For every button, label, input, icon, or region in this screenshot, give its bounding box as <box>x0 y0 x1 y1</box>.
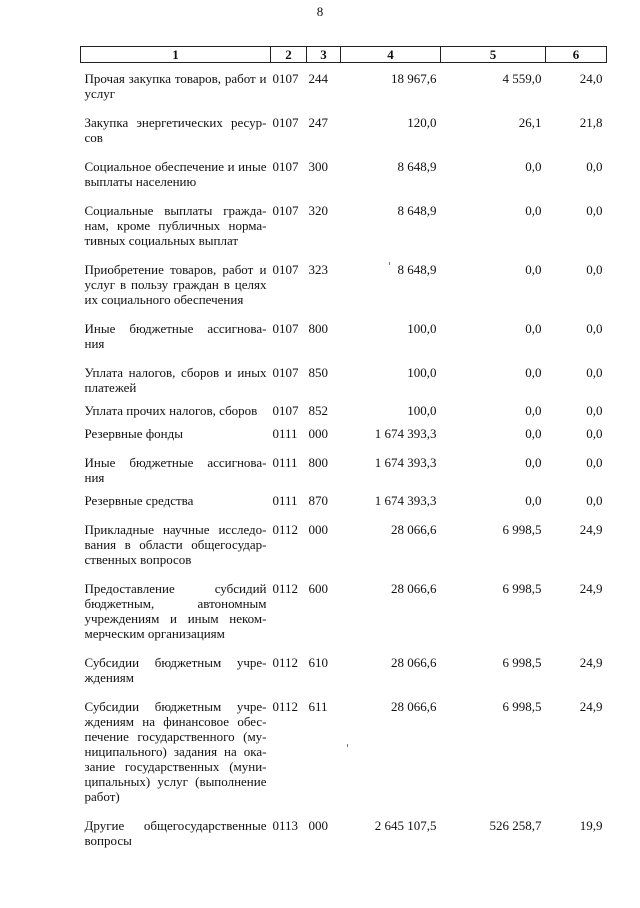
row-fact-value: 0,0 <box>525 493 542 508</box>
row-section-code: 0111 <box>272 426 298 441</box>
row-plan-value: 18 967,6 <box>391 71 437 86</box>
table-row <box>81 818 607 848</box>
row-section-code: 0107 <box>272 403 299 418</box>
row-percent-value: 24,9 <box>579 581 603 596</box>
row-spacer <box>81 485 607 493</box>
header-col-6: 6 <box>546 47 607 63</box>
row-spacer-cell <box>81 567 607 581</box>
row-fact-value: 0,0 <box>525 403 542 418</box>
row-expense-type-code: 247 <box>308 115 328 130</box>
row-plan-value: 28 066,6 <box>391 581 437 596</box>
row-spacer-cell <box>81 395 607 403</box>
budget-table <box>80 46 607 848</box>
row-name: Предоставление субсидий бюджетным, автономным учреждениям и иным неком- мерческим организациям <box>84 581 267 641</box>
row-name: Другие общегосударственные вопросы <box>84 818 267 848</box>
row-expense-type-code: 244 <box>308 71 328 86</box>
row-spacer-cell <box>81 441 607 455</box>
row-plan-value: 1 674 393,3 <box>374 493 437 508</box>
row-expense-type-code: 611 <box>308 699 328 714</box>
row-spacer <box>81 567 607 581</box>
row-spacer <box>81 418 607 426</box>
row-fact-value: 6 998,5 <box>502 522 542 537</box>
row-section-code: 0107 <box>272 71 299 86</box>
table-row <box>81 262 607 307</box>
row-fact-value: 0,0 <box>525 262 542 277</box>
table-row <box>81 493 607 508</box>
row-name: Прочая закупка товаров, работ и услуг <box>84 71 267 101</box>
row-expense-type-code: 850 <box>308 365 328 380</box>
table-row <box>81 71 607 101</box>
row-spacer <box>81 804 607 818</box>
row-name: Уплата налогов, сборов и иных платежей <box>84 365 267 395</box>
row-name: Уплата прочих налогов, сборов <box>84 403 258 418</box>
row-section-code: 0107 <box>272 159 299 174</box>
header-col-5: 5 <box>441 47 546 63</box>
table-body <box>81 63 607 849</box>
row-fact-value: 0,0 <box>525 365 542 380</box>
row-spacer-cell <box>81 508 607 522</box>
row-spacer-cell <box>81 641 607 655</box>
table-row <box>81 365 607 395</box>
row-name: Иные бюджетные ассигнова- ния <box>84 321 267 351</box>
row-section-code: 0107 <box>272 321 299 336</box>
row-plan-value: 28 066,6 <box>391 655 437 670</box>
row-spacer <box>81 441 607 455</box>
row-percent-value: 24,9 <box>579 655 603 670</box>
row-expense-type-code: 800 <box>308 321 328 336</box>
page-number: 8 <box>316 4 324 19</box>
row-plan-value: 28 066,6 <box>391 522 437 537</box>
row-expense-type-code: 300 <box>308 159 328 174</box>
row-plan-value: 2 645 107,5 <box>374 818 437 833</box>
row-spacer <box>81 101 607 115</box>
row-percent-value: 0,0 <box>586 262 603 277</box>
table-row <box>81 699 607 804</box>
row-spacer <box>81 248 607 262</box>
row-percent-value: 21,8 <box>579 115 603 130</box>
row-spacer <box>81 395 607 403</box>
row-spacer <box>81 145 607 159</box>
row-expense-type-code: 320 <box>308 203 328 218</box>
row-spacer <box>81 307 607 321</box>
row-plan-value: 1 674 393,3 <box>374 426 437 441</box>
row-spacer-cell <box>81 101 607 115</box>
row-plan-value: 28 066,6 <box>391 699 437 714</box>
row-percent-value: 19,9 <box>579 818 603 833</box>
row-spacer-cell <box>81 307 607 321</box>
row-name: Социальное обеспечение и иные выплаты населению <box>84 159 267 189</box>
row-section-code: 0112 <box>272 522 299 537</box>
row-plan-value: 120,0 <box>407 115 437 130</box>
table-row <box>81 403 607 418</box>
row-percent-value: 0,0 <box>586 159 603 174</box>
row-spacer-cell <box>81 804 607 818</box>
header-col-1: 1 <box>81 47 271 63</box>
row-percent-value: 24,9 <box>579 699 603 714</box>
row-section-code: 0107 <box>272 115 299 130</box>
row-name: Социальные выплаты гражда- нам, кроме публичных норма- тивных социальных выплат <box>84 203 267 248</box>
row-fact-value: 0,0 <box>525 159 542 174</box>
table-row <box>81 321 607 351</box>
row-spacer <box>81 641 607 655</box>
table-row <box>81 203 607 248</box>
row-expense-type-code: 800 <box>308 455 328 470</box>
table-row <box>81 426 607 441</box>
table-header <box>81 47 607 63</box>
row-plan-value: 8 648,9 <box>397 203 437 218</box>
row-plan-value: 100,0 <box>407 403 437 418</box>
row-expense-type-code: 000 <box>308 522 328 537</box>
row-spacer-cell <box>81 685 607 699</box>
row-fact-value: 6 998,5 <box>502 699 542 714</box>
row-percent-value: 0,0 <box>586 426 603 441</box>
row-expense-type-code: 610 <box>308 655 328 670</box>
row-section-code: 0112 <box>272 581 299 596</box>
row-plan-value: 100,0 <box>407 321 437 336</box>
table-row <box>81 581 607 641</box>
row-plan-value: 1 674 393,3 <box>374 455 437 470</box>
row-percent-value: 0,0 <box>586 321 603 336</box>
row-section-code: 0111 <box>272 493 298 508</box>
row-plan-value: 8 648,9 <box>397 159 437 174</box>
row-spacer-cell <box>81 485 607 493</box>
row-name: Иные бюджетные ассигнова- ния <box>84 455 267 485</box>
row-expense-type-code: 870 <box>308 493 328 508</box>
table-row <box>81 455 607 485</box>
table-row <box>81 522 607 567</box>
row-percent-value: 24,9 <box>579 522 603 537</box>
row-name: Субсидии бюджетным учре- ждениям на финансовое обес- печение государственного (му- ниципального) задания на ока- зание государственных (муни- ципальных) услуг (выполнение работ) <box>84 699 267 804</box>
row-percent-value: 0,0 <box>586 455 603 470</box>
row-fact-value: 6 998,5 <box>502 655 542 670</box>
row-percent-value: 0,0 <box>586 493 603 508</box>
row-name: Субсидии бюджетным учре- ждениям <box>84 655 267 685</box>
row-spacer-cell <box>81 189 607 203</box>
row-fact-value: 0,0 <box>525 426 542 441</box>
row-fact-value: 0,0 <box>525 455 542 470</box>
row-percent-value: 0,0 <box>586 203 603 218</box>
row-section-code: 0107 <box>272 262 299 277</box>
row-expense-type-code: 323 <box>308 262 328 277</box>
row-spacer <box>81 685 607 699</box>
row-fact-value: 0,0 <box>525 203 542 218</box>
row-section-code: 0112 <box>272 655 299 670</box>
header-col-3: 3 <box>307 47 341 63</box>
row-spacer-cell <box>81 145 607 159</box>
row-expense-type-code: 000 <box>308 426 328 441</box>
row-section-code: 0113 <box>272 818 299 833</box>
row-section-code: 0107 <box>272 203 299 218</box>
header-col-4: 4 <box>341 47 441 63</box>
scan-speck <box>347 744 348 747</box>
row-percent-value: 0,0 <box>586 365 603 380</box>
row-expense-type-code: 000 <box>308 818 328 833</box>
row-name: Закупка энергетических ресур- сов <box>84 115 267 145</box>
row-expense-type-code: 600 <box>308 581 328 596</box>
row-spacer-cell <box>81 418 607 426</box>
row-plan-value: 100,0 <box>407 365 437 380</box>
row-fact-value: 526 258,7 <box>489 818 542 833</box>
row-fact-value: 26,1 <box>518 115 542 130</box>
row-spacer <box>81 189 607 203</box>
row-spacer-cell <box>81 248 607 262</box>
row-name: Резервные средства <box>84 493 194 508</box>
row-spacer <box>81 508 607 522</box>
row-name: Резервные фонды <box>84 426 183 441</box>
header-col-2: 2 <box>271 47 307 63</box>
table-row <box>81 159 607 189</box>
table-row <box>81 115 607 145</box>
row-fact-value: 6 998,5 <box>502 581 542 596</box>
row-section-code: 0107 <box>272 365 299 380</box>
row-fact-value: 4 559,0 <box>502 71 542 86</box>
row-section-code: 0111 <box>272 455 298 470</box>
row-spacer <box>81 351 607 365</box>
row-spacer-cell <box>81 351 607 365</box>
row-name: Прикладные научные исследо- вания в области общегосудар- ственных вопросов <box>84 522 267 567</box>
row-plan-value: 8 648,9 <box>397 262 437 277</box>
row-percent-value: 0,0 <box>586 403 603 418</box>
row-percent-value: 24,0 <box>579 71 603 86</box>
row-fact-value: 0,0 <box>525 321 542 336</box>
row-name: Приобретение товаров, работ и услуг в пользу граждан в целях их социального обеспечения <box>84 262 267 307</box>
row-section-code: 0112 <box>272 699 299 714</box>
scan-speck <box>389 262 390 265</box>
row-expense-type-code: 852 <box>308 403 328 418</box>
row-spacer-cell <box>81 63 607 72</box>
row-spacer <box>81 63 607 72</box>
table-row <box>81 655 607 685</box>
